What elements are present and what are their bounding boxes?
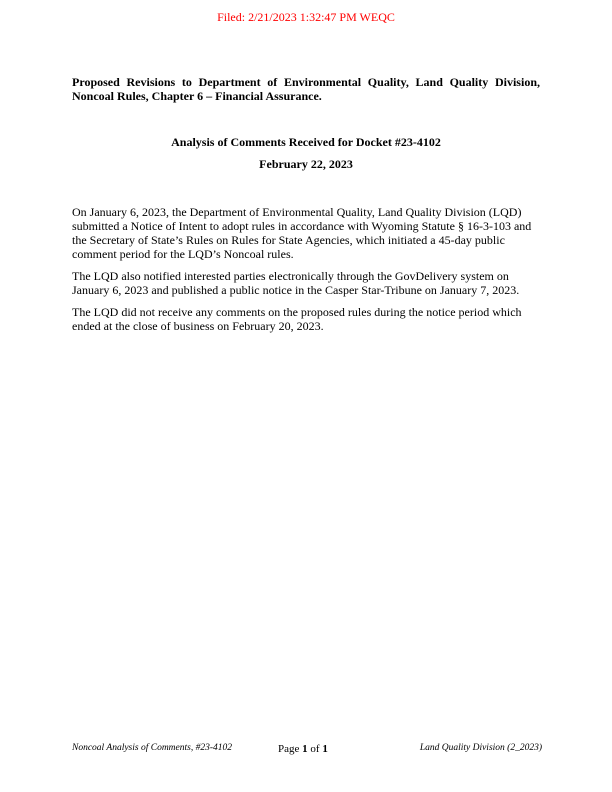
document-heading: Proposed Revisions to Department of Environmental Quality, Land Quality Division, Noncoal Rules, Chapter 6 – Financial Assurance.	[72, 75, 540, 103]
page-total: 1	[322, 743, 328, 755]
filed-stamp: Filed: 2/21/2023 1:32:47 PM WEQC	[217, 10, 395, 24]
footer-right: Land Quality Division (2_2023)	[419, 743, 542, 753]
page-word: Page	[278, 743, 300, 755]
page-number	[278, 743, 328, 755]
footer-left: Noncoal Analysis of Comments, #23-4102	[72, 743, 233, 753]
paragraph: The LQD did not receive any comments on the proposed rules during the notice period which ended at the close of business on February 20, 2023.	[72, 305, 522, 333]
document-body	[72, 205, 542, 341]
document-subtitle: Analysis of Comments Received for Docket #23-4102	[171, 135, 441, 149]
page-current: 1	[302, 743, 308, 755]
paragraph: On January 6, 2023, the Department of Environmental Quality, Land Quality Division (LQD) submitted a Notice of Intent to adopt rules in accordance with Wyoming Statute § 16-3-103 and the Secretary of State’s Rules on Rules for State Agencies, which initiated a 45-day public comment period for the LQD’s Noncoal rules.	[72, 205, 532, 261]
paragraph: The LQD also notified interested parties electronically through the GovDelivery system on January 6, 2023 and published a public notice in the Casper Star-Tribune on January 7, 2023.	[72, 269, 520, 297]
document-date: February 22, 2023	[259, 157, 353, 171]
of-word: of	[310, 743, 320, 755]
